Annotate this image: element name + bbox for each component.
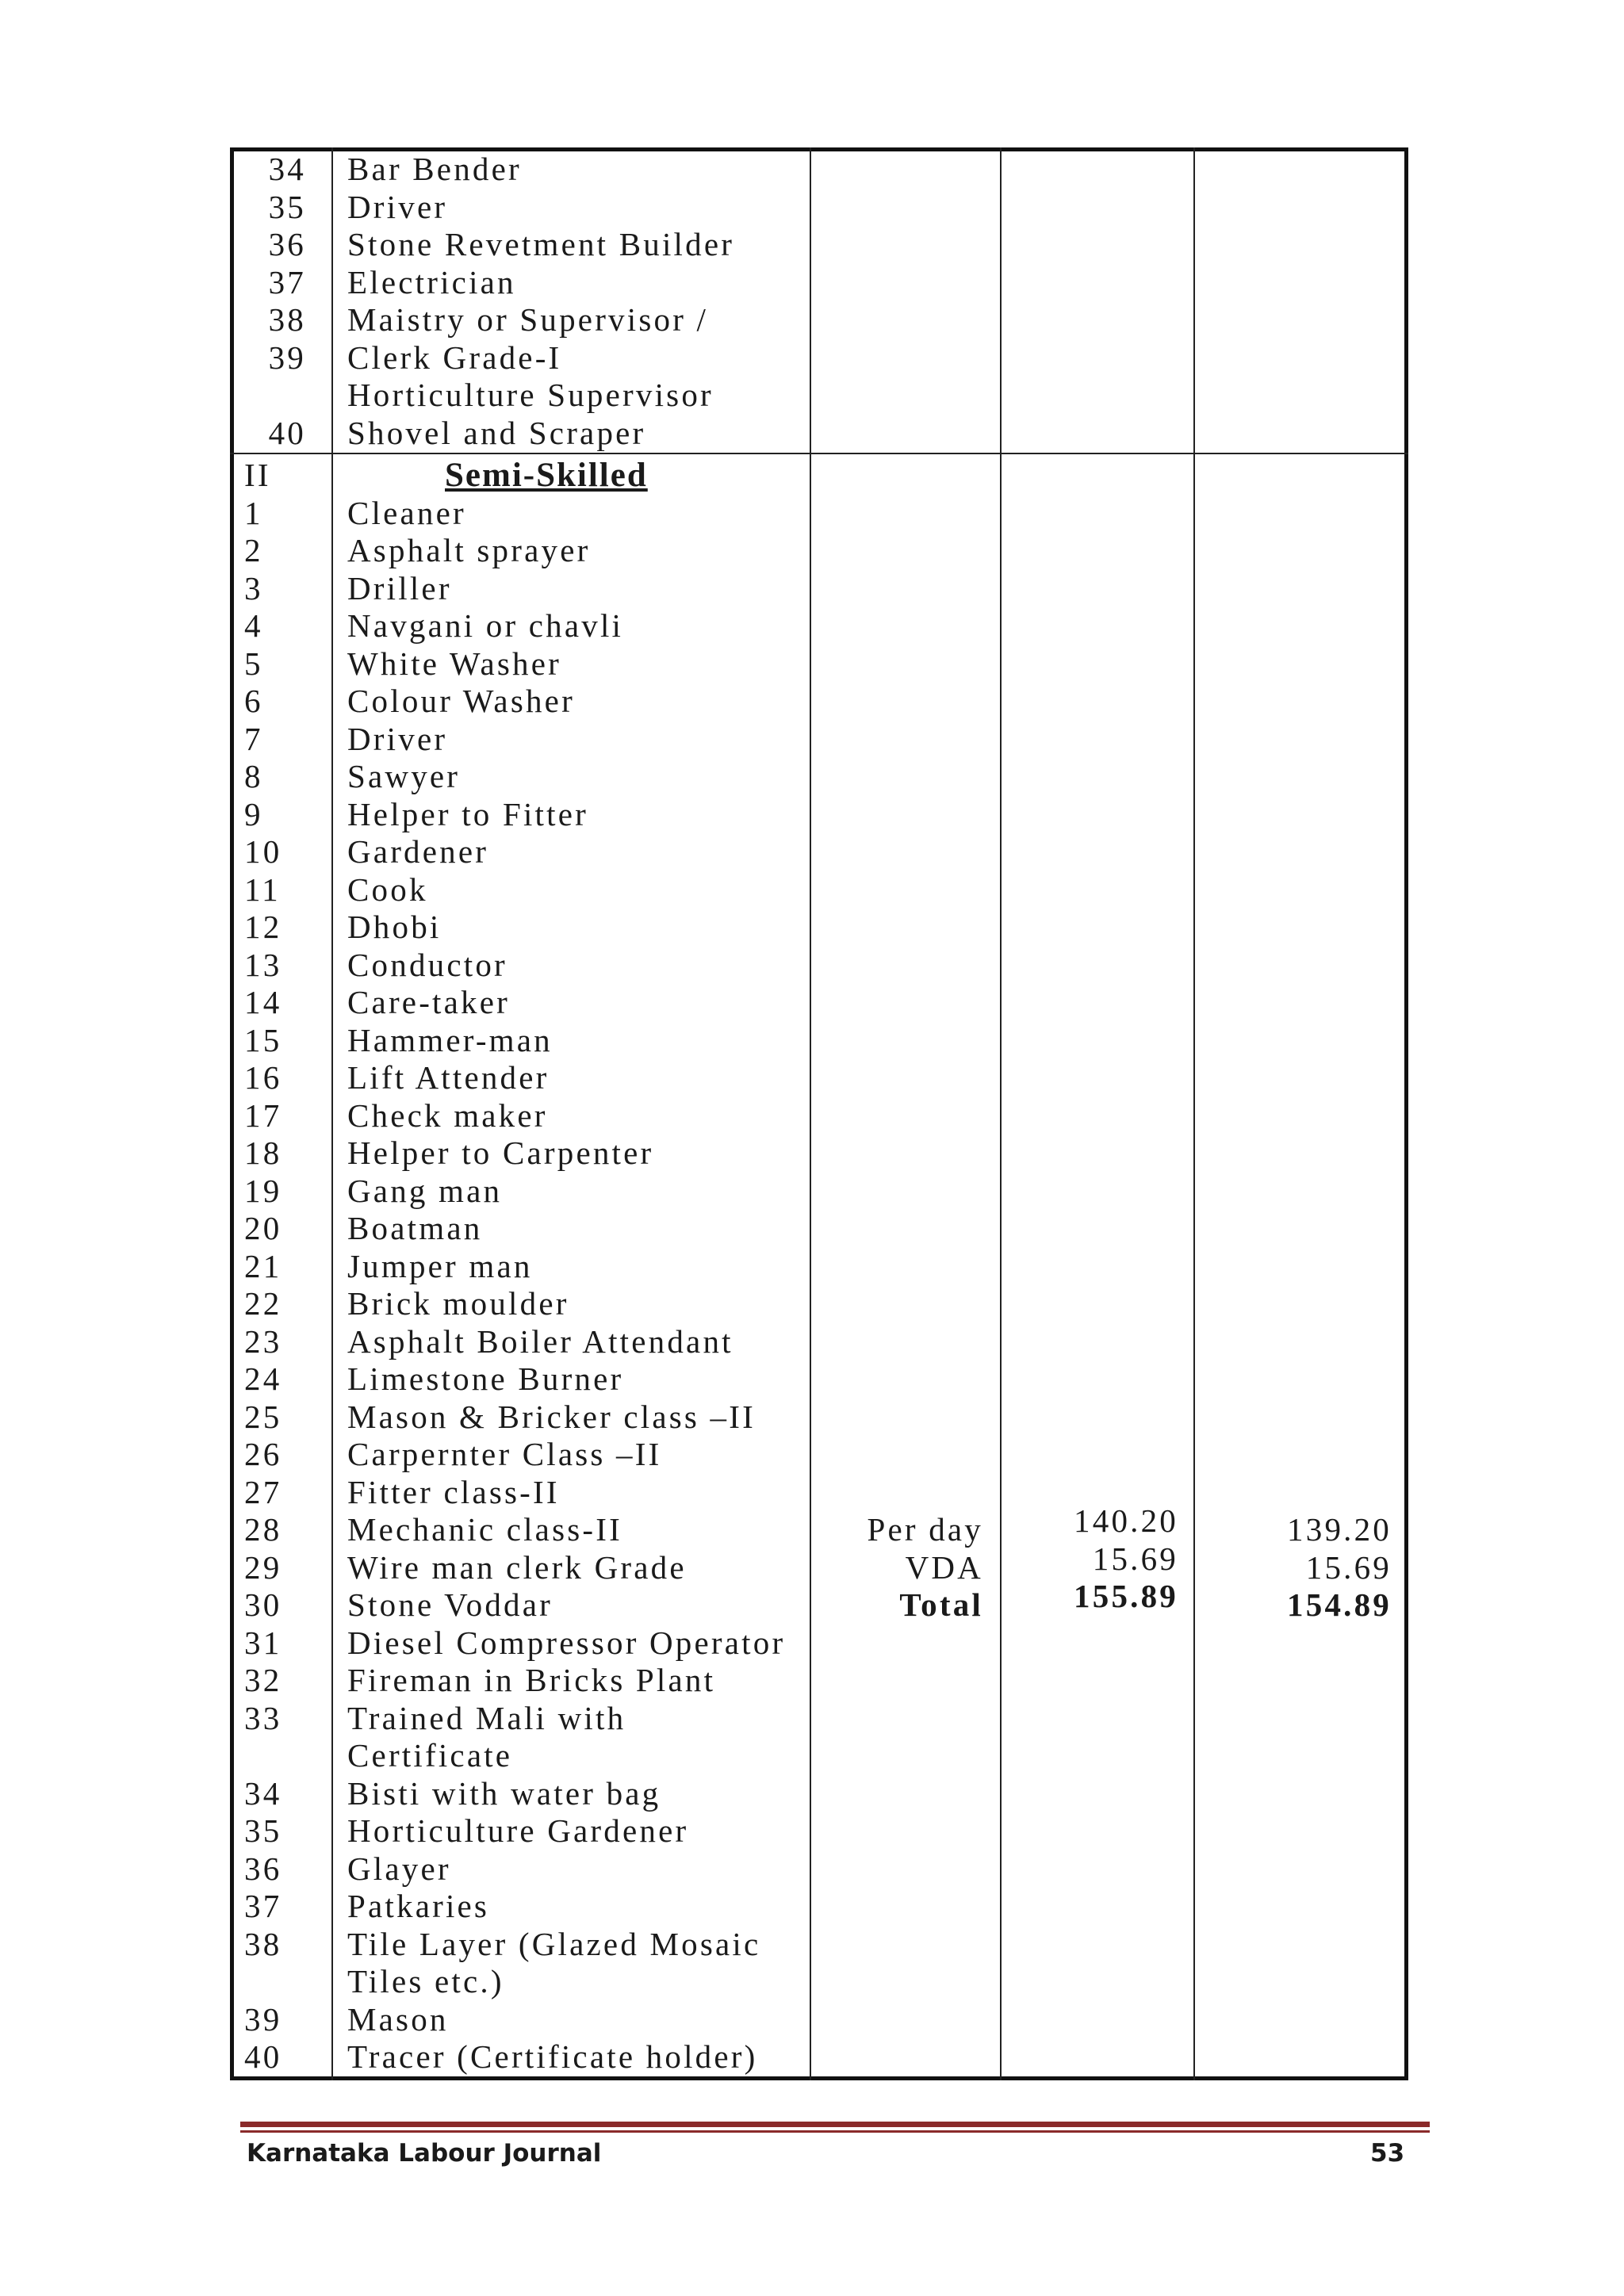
occupation-name: Mechanic class-II [347, 1511, 622, 1548]
footer-rule [240, 2122, 1430, 2127]
rate-labels [817, 1511, 983, 1624]
occupation-name: Horticulture Gardener [347, 1812, 689, 1849]
column-divider [331, 147, 333, 2080]
row-number: 19 [244, 1172, 282, 1209]
row-number: 40 [268, 414, 306, 451]
row-number: 35 [244, 1812, 282, 1849]
row-number: 37 [244, 1888, 282, 1924]
occupation-name: Tile Layer (Glazed Mosaic [347, 1925, 761, 1962]
row-number: 12 [244, 909, 282, 945]
total-value: 154.89 [1287, 1586, 1392, 1623]
row-number: 36 [244, 1850, 282, 1887]
row-number: 38 [244, 1925, 282, 1962]
row-number: 20 [244, 1210, 282, 1246]
row-number: 25 [244, 1398, 282, 1435]
occupation-name: Helper to Carpenter [347, 1135, 654, 1171]
row-number: 22 [244, 1285, 282, 1322]
per-day-value: 140.20 [1074, 1502, 1178, 1539]
semi-skilled-number-column [244, 457, 312, 2076]
occupation-name: Lift Attender [347, 1059, 550, 1096]
journal-title: Karnataka Labour Journal [247, 2139, 602, 2168]
row-number: 23 [244, 1322, 282, 1360]
occupation-name: Brick moulder [347, 1285, 569, 1322]
occupation-name: Cleaner [347, 494, 466, 531]
occupation-name: Navgani or chavli [347, 607, 624, 644]
row-number: 34 [244, 1774, 282, 1812]
vda-value: 15.69 [1305, 1548, 1392, 1586]
section-divider [230, 453, 1408, 454]
rate-column-a [1007, 1502, 1178, 1616]
row-number: 5 [244, 645, 263, 682]
row-number: 6 [244, 683, 263, 719]
occupation-name: Jumper man [347, 1247, 533, 1284]
occupation-name: Maistry or Supervisor / [347, 301, 709, 338]
row-number: 38 [268, 301, 306, 338]
row-number: 18 [244, 1135, 282, 1171]
page-number: 53 [1370, 2139, 1405, 2168]
total-label: Total [899, 1586, 983, 1623]
row-number: 4 [244, 607, 263, 644]
occupation-name: Asphalt sprayer [347, 532, 591, 568]
occupation-name: Shovel and Scraper [347, 414, 646, 451]
occupation-name: Check maker [347, 1096, 548, 1134]
row-number: 29 [244, 1548, 282, 1586]
vda-label: VDA [905, 1548, 983, 1586]
row-number: 27 [244, 1473, 282, 1510]
row-number: 16 [244, 1059, 282, 1096]
row-number: 30 [244, 1586, 282, 1623]
row-number: 9 [244, 795, 263, 832]
occupation-name: Mason & Bricker class –II [347, 1398, 756, 1435]
section-roman: II [244, 457, 271, 493]
row-number: 33 [244, 1699, 282, 1736]
occupation-name: Bar Bender [347, 151, 522, 187]
occupation-name: Gang man [347, 1172, 503, 1209]
row-number: 34 [268, 151, 306, 187]
row-number [244, 1963, 312, 2001]
column-divider [1000, 147, 1002, 2080]
occupation-name: Boatman [347, 1210, 483, 1246]
row-number: 40 [244, 2038, 282, 2075]
occupation-name: Cook [347, 871, 428, 908]
row-number: 14 [244, 984, 282, 1020]
section-heading: Semi-Skilled [445, 457, 648, 494]
occupation-name: Glayer [347, 1850, 451, 1887]
occupation-name: Wire man clerk Grade [347, 1548, 687, 1586]
occupation-name: Fitter class-II [347, 1473, 560, 1510]
row-number: 1 [244, 494, 263, 531]
occupation-name: Diesel Compressor Operator [347, 1624, 786, 1661]
occupation-name: Driller [347, 569, 452, 607]
occupation-name: Fireman in Bricks Plant [347, 1662, 716, 1698]
footer-rule [240, 2130, 1430, 2133]
column-divider [1193, 147, 1195, 2080]
occupation-name: Asphalt Boiler Attendant [347, 1322, 733, 1360]
row-number [238, 377, 306, 415]
semi-skilled-name-column [347, 495, 785, 2076]
occupation-name: Hammer-man [347, 1021, 553, 1058]
occupation-name: Driver [347, 188, 448, 225]
occupation-name: Tiles etc.) [347, 1963, 504, 1999]
row-number: 36 [268, 226, 306, 262]
row-number: 32 [244, 1662, 282, 1698]
row-number: 37 [268, 263, 306, 300]
per-day-label: Per day [867, 1511, 983, 1548]
occupation-name: Gardener [347, 833, 489, 870]
occupation-name: Patkaries [347, 1888, 490, 1924]
row-number: 2 [244, 532, 263, 568]
occupation-name: Trained Mali with [347, 1699, 626, 1736]
occupation-name: Electrician [347, 263, 516, 300]
occupation-name: Mason [347, 2000, 449, 2038]
skilled-number-column [238, 151, 306, 452]
occupation-name: Driver [347, 720, 448, 757]
total-value: 155.89 [1074, 1578, 1178, 1614]
row-number: 15 [244, 1021, 282, 1058]
occupation-name: Carpernter Class –II [347, 1436, 662, 1472]
row-number: 35 [268, 188, 306, 225]
occupation-name: Bisti with water bag [347, 1774, 661, 1812]
row-number: 13 [244, 946, 282, 983]
occupation-name: Stone Revetment Builder [347, 226, 735, 262]
occupation-name: Clerk Grade-I [347, 339, 562, 376]
occupation-name: Limestone Burner [347, 1360, 624, 1397]
row-number: 24 [244, 1360, 282, 1397]
occupation-name: Stone Voddar [347, 1586, 553, 1623]
row-number: 10 [244, 833, 282, 870]
occupation-name: Horticulture Supervisor [347, 377, 714, 413]
vda-value: 15.69 [1092, 1540, 1178, 1577]
row-number: 8 [244, 758, 263, 794]
row-number: 39 [268, 339, 306, 376]
occupation-name: Helper to Fitter [347, 795, 588, 832]
skilled-name-column [347, 151, 734, 452]
column-divider [810, 147, 811, 2080]
occupation-name: Tracer (Certificate holder) [347, 2038, 758, 2075]
row-number: 17 [244, 1096, 282, 1134]
occupation-name: Colour Washer [347, 683, 575, 719]
row-number: 31 [244, 1624, 282, 1661]
row-number [244, 1737, 312, 1775]
occupation-name: Conductor [347, 946, 508, 983]
rate-column-b [1201, 1511, 1392, 1624]
row-number: 21 [244, 1247, 282, 1284]
occupation-name: Sawyer [347, 758, 461, 794]
row-number: 11 [244, 871, 281, 908]
row-number: 28 [244, 1511, 282, 1548]
occupation-name: Dhobi [347, 909, 442, 945]
row-number: 26 [244, 1436, 282, 1472]
row-number: 39 [244, 2000, 282, 2038]
per-day-value: 139.20 [1287, 1511, 1392, 1548]
row-number: 3 [244, 569, 263, 607]
occupation-name: Care-taker [347, 984, 510, 1020]
occupation-name: White Washer [347, 645, 562, 682]
row-number: 7 [244, 720, 263, 757]
occupation-name: Certificate [347, 1737, 513, 1774]
